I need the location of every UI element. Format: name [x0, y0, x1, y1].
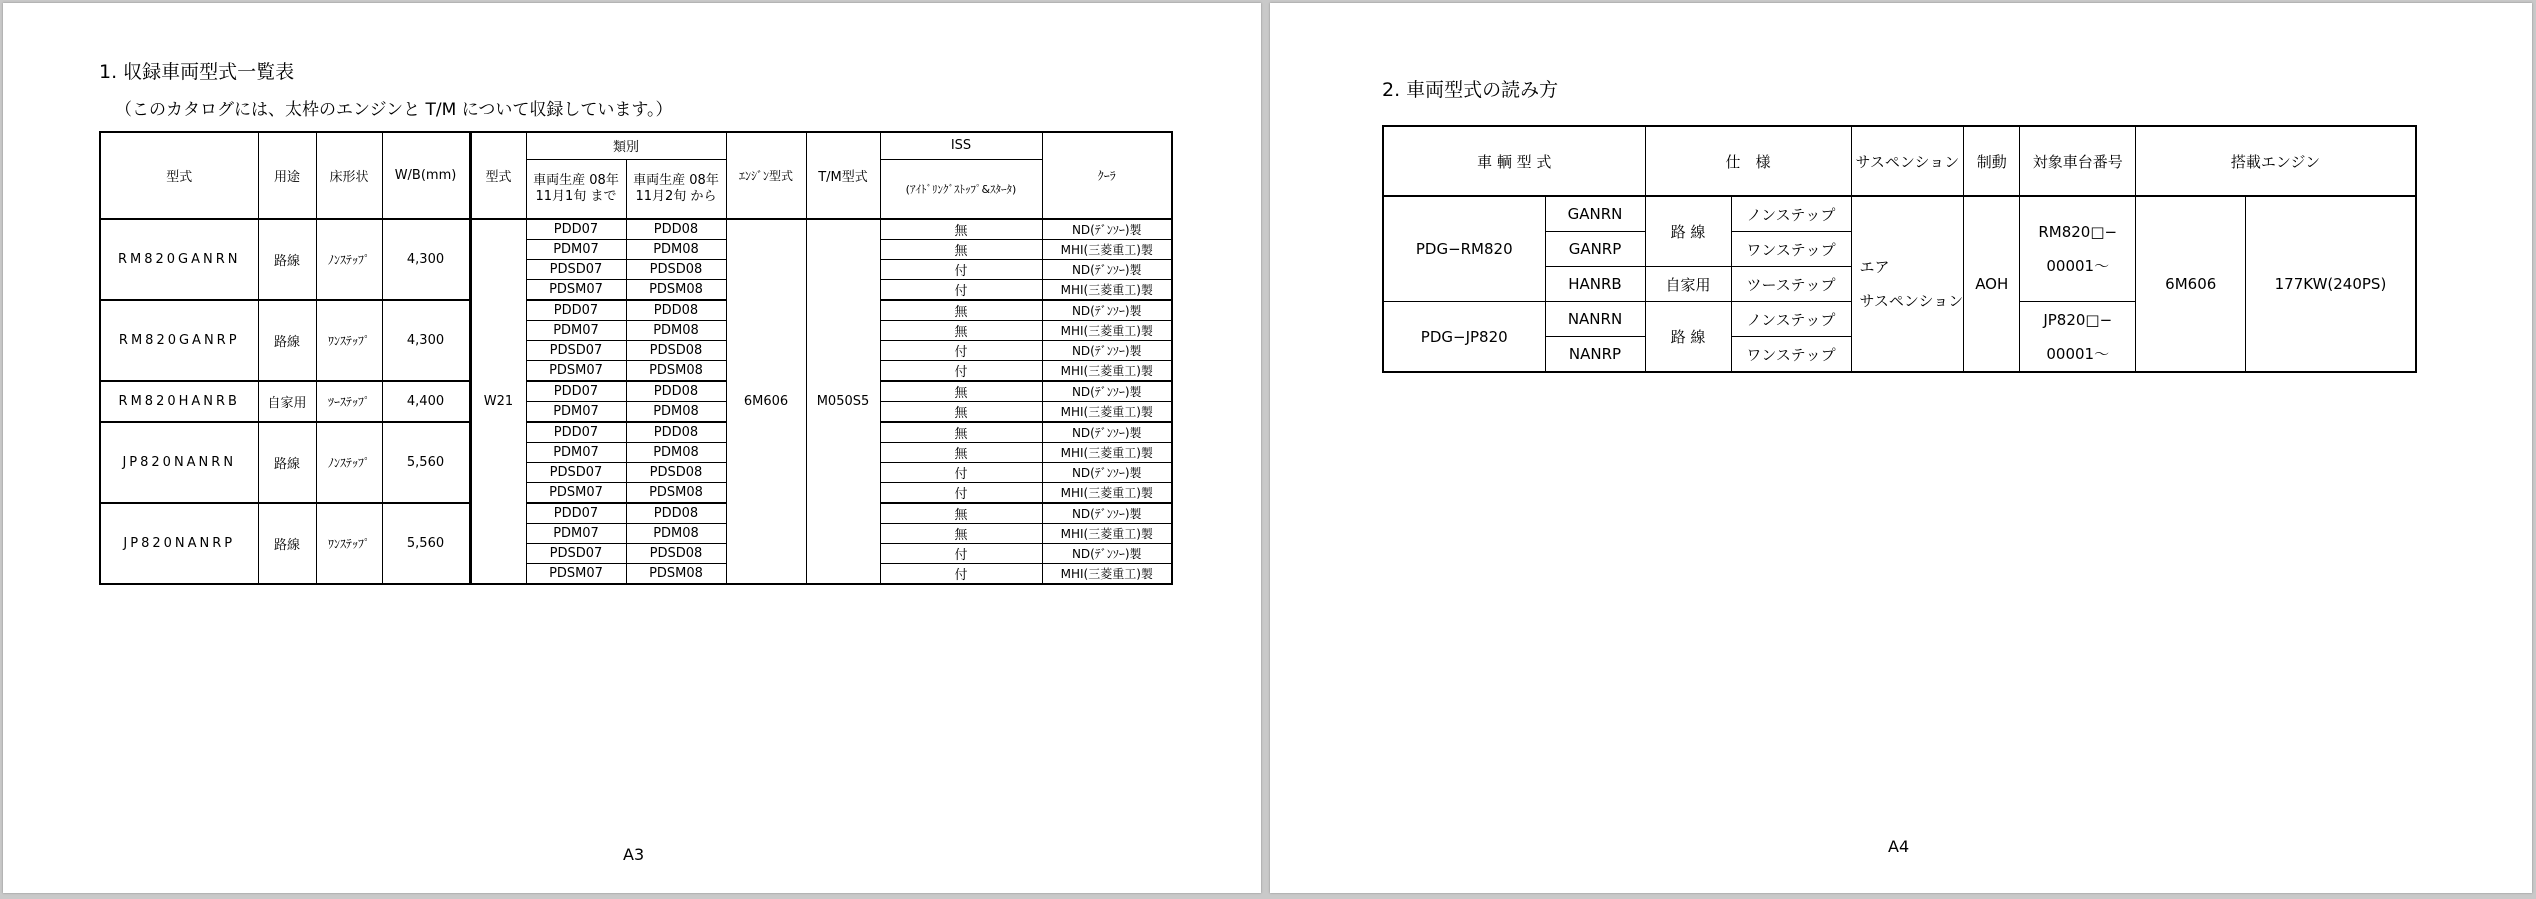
header-model2: 型式	[470, 132, 526, 219]
category-before-cell: PDD07	[526, 381, 626, 402]
brake-cell: AOH	[1964, 196, 2020, 372]
category-before-cell: PDD07	[526, 300, 626, 321]
floor-onestep: ワンステップ	[1731, 232, 1851, 267]
floor-cell: ﾜﾝｽﾃｯﾌﾟ	[316, 300, 382, 381]
use-cell: 路線	[258, 503, 316, 584]
header-spec: 仕 様	[1645, 126, 1851, 196]
header-category: 類別	[526, 132, 726, 159]
table-row	[100, 503, 1172, 524]
cooler-cell: ND(ﾃﾞﾝｿｰ)製	[1042, 260, 1172, 280]
use-cell: 路線	[258, 219, 316, 300]
tm-cell: M050S5	[806, 219, 880, 584]
floor-nonstep: ノンステップ	[1731, 302, 1851, 337]
vehicle-model-table	[99, 131, 1173, 585]
floor-nonstep: ノンステップ	[1731, 196, 1851, 232]
category-before-cell: PDSD07	[526, 341, 626, 361]
category-before-cell: PDSM07	[526, 483, 626, 504]
wb-cell: 5,560	[382, 422, 470, 503]
category-before-cell: PDD07	[526, 422, 626, 443]
engine-cell: 6M606	[726, 219, 806, 584]
table-row	[100, 381, 1172, 402]
category-after-cell: PDM08	[626, 321, 726, 341]
cooler-cell: MHI(三菱重工)製	[1042, 443, 1172, 463]
category-after-cell: PDM08	[626, 443, 726, 463]
cooler-cell: ND(ﾃﾞﾝｿｰ)製	[1042, 381, 1172, 402]
category-after-cell: PDSM08	[626, 483, 726, 504]
table-row	[100, 422, 1172, 443]
model-cell: RM820GANRP	[100, 300, 258, 381]
floor-cell: ﾉﾝｽﾃｯﾌﾟ	[316, 422, 382, 503]
header-vehicle-model: 車 輌 型 式	[1383, 126, 1645, 196]
wb-cell: 4,400	[382, 381, 470, 422]
iss-cell: 付	[880, 463, 1042, 483]
cooler-cell: ND(ﾃﾞﾝｿｰ)製	[1042, 219, 1172, 240]
category-after-cell: PDSM08	[626, 564, 726, 585]
category-after-cell: PDM08	[626, 402, 726, 423]
model-cell: JP820NANRP	[100, 503, 258, 584]
header-suspension: サスペンション	[1851, 126, 1964, 196]
page-number: A3	[623, 845, 645, 864]
header-category-after: 車両生産 08年11月2旬 から	[626, 159, 726, 219]
header-cooler: ｸｰﾗ	[1042, 132, 1172, 219]
wb-cell: 4,300	[382, 300, 470, 381]
page-subtitle: （このカタログには、太枠のエンジンと T/M について収録しています。）	[115, 100, 673, 120]
cooler-cell: ND(ﾃﾞﾝｿｰ)製	[1042, 463, 1172, 483]
header-iss-sub: (ｱｲﾄﾞﾘﾝｸﾞｽﾄｯﾌﾟ&ｽﾀｰﾀ)	[880, 159, 1042, 219]
code-ganrn: GANRN	[1545, 196, 1645, 232]
iss-cell: 無	[880, 240, 1042, 260]
code-nanrn: NANRN	[1545, 302, 1645, 337]
category-after-cell: PDSD08	[626, 544, 726, 564]
table-row	[100, 219, 1172, 240]
model-jp820: PDG−JP820	[1383, 302, 1545, 373]
code-nanrp: NANRP	[1545, 337, 1645, 373]
category-after-cell: PDD08	[626, 300, 726, 321]
category-before-cell: PDM07	[526, 524, 626, 544]
header-use: 用途	[258, 132, 316, 219]
use-route: 路 線	[1645, 196, 1731, 267]
floor-cell: ﾂｰｽﾃｯﾌﾟ	[316, 381, 382, 422]
wb-cell: 4,300	[382, 219, 470, 300]
iss-cell: 付	[880, 483, 1042, 504]
model-rm820: PDG−RM820	[1383, 196, 1545, 302]
engine-model: 6M606	[2136, 196, 2246, 372]
model-cell: JP820NANRN	[100, 422, 258, 503]
page-number: A4	[1888, 837, 1910, 856]
category-before-cell: PDD07	[526, 219, 626, 240]
table-row	[100, 300, 1172, 321]
category-before-cell: PDSD07	[526, 544, 626, 564]
header-brake: 制動	[1964, 126, 2020, 196]
cooler-cell: MHI(三菱重工)製	[1042, 402, 1172, 423]
category-after-cell: PDD08	[626, 503, 726, 524]
iss-cell: 無	[880, 300, 1042, 321]
category-after-cell: PDD08	[626, 381, 726, 402]
category-before-cell: PDM07	[526, 321, 626, 341]
model2-cell: W21	[470, 219, 526, 584]
cooler-cell: ND(ﾃﾞﾝｿｰ)製	[1042, 503, 1172, 524]
iss-cell: 付	[880, 341, 1042, 361]
category-after-cell: PDSD08	[626, 260, 726, 280]
floor-cell: ﾜﾝｽﾃｯﾌﾟ	[316, 503, 382, 584]
cooler-cell: MHI(三菱重工)製	[1042, 240, 1172, 260]
use-route: 路 線	[1645, 302, 1731, 373]
page-title: 2. 車両型式の読み方	[1382, 79, 1559, 101]
header-engine: ｴﾝｼﾞﾝ型式	[726, 132, 806, 219]
header-wb: W/B(mm)	[382, 132, 470, 219]
suspension-line1: エア	[1859, 258, 1890, 276]
header-chassis: 対象車台番号	[2020, 126, 2136, 196]
cooler-cell: ND(ﾃﾞﾝｿｰ)製	[1042, 544, 1172, 564]
chassis-rm820-line2: 00001〜	[2046, 257, 2110, 275]
iss-cell: 無	[880, 422, 1042, 443]
cooler-cell: ND(ﾃﾞﾝｿｰ)製	[1042, 300, 1172, 321]
model-cell: RM820HANRB	[100, 381, 258, 422]
chassis-rm820	[2020, 196, 2136, 302]
category-after-cell: PDM08	[626, 524, 726, 544]
category-after-cell: PDSM08	[626, 280, 726, 301]
iss-cell: 付	[880, 544, 1042, 564]
category-before-cell: PDD07	[526, 503, 626, 524]
cooler-cell: ND(ﾃﾞﾝｿｰ)製	[1042, 422, 1172, 443]
use-cell: 路線	[258, 422, 316, 503]
category-after-cell: PDSM08	[626, 361, 726, 382]
category-after-cell: PDSD08	[626, 341, 726, 361]
engine-power: 177KW(240PS)	[2246, 196, 2416, 372]
header-tm: T/M型式	[806, 132, 880, 219]
use-private: 自家用	[1645, 267, 1731, 302]
cooler-cell: MHI(三菱重工)製	[1042, 524, 1172, 544]
iss-cell: 付	[880, 280, 1042, 301]
suspension-line2: サスペンション	[1859, 292, 1964, 310]
header-iss: ISS	[880, 132, 1042, 159]
cooler-cell: MHI(三菱重工)製	[1042, 321, 1172, 341]
chassis-jp820-line2: 00001〜	[2046, 344, 2110, 363]
iss-cell: 無	[880, 524, 1042, 544]
category-before-cell: PDSM07	[526, 361, 626, 382]
category-before-cell: PDSD07	[526, 463, 626, 483]
iss-cell: 無	[880, 443, 1042, 463]
category-before-cell: PDM07	[526, 402, 626, 423]
iss-cell: 付	[880, 564, 1042, 585]
category-before-cell: PDSD07	[526, 260, 626, 280]
code-hanrb: HANRB	[1545, 267, 1645, 302]
use-cell: 自家用	[258, 381, 316, 422]
iss-cell: 無	[880, 219, 1042, 240]
iss-cell: 無	[880, 402, 1042, 423]
suspension-cell	[1851, 196, 1964, 372]
page-a3	[3, 3, 1261, 893]
cooler-cell: MHI(三菱重工)製	[1042, 564, 1172, 585]
header-model: 型式	[100, 132, 258, 219]
header-engine: 搭載エンジン	[2136, 126, 2416, 196]
use-cell: 路線	[258, 300, 316, 381]
model-reading-table	[1382, 125, 2417, 373]
iss-cell: 無	[880, 321, 1042, 341]
category-before-cell: PDM07	[526, 443, 626, 463]
cooler-cell: MHI(三菱重工)製	[1042, 361, 1172, 382]
iss-cell: 付	[880, 361, 1042, 382]
page-a4	[1270, 3, 2532, 893]
cooler-cell: ND(ﾃﾞﾝｿｰ)製	[1042, 341, 1172, 361]
category-after-cell: PDD08	[626, 422, 726, 443]
header-category-before: 車両生産 08年11月1旬 まで	[526, 159, 626, 219]
category-before-cell: PDM07	[526, 240, 626, 260]
chassis-jp820	[2020, 302, 2136, 373]
floor-onestep: ワンステップ	[1731, 337, 1851, 373]
iss-cell: 付	[880, 260, 1042, 280]
category-before-cell: PDSM07	[526, 280, 626, 301]
floor-twostep: ツーステップ	[1731, 267, 1851, 302]
iss-cell: 無	[880, 503, 1042, 524]
category-before-cell: PDSM07	[526, 564, 626, 585]
cooler-cell: MHI(三菱重工)製	[1042, 280, 1172, 301]
category-after-cell: PDM08	[626, 240, 726, 260]
page-title: 1. 収録車両型式一覧表	[99, 61, 295, 83]
chassis-rm820-line1: RM820□−	[2038, 223, 2118, 241]
model-cell: RM820GANRN	[100, 219, 258, 300]
chassis-jp820-line1: JP820□−	[2043, 310, 2113, 329]
category-after-cell: PDSD08	[626, 463, 726, 483]
wb-cell: 5,560	[382, 503, 470, 584]
cooler-cell: MHI(三菱重工)製	[1042, 483, 1172, 504]
header-floor: 床形状	[316, 132, 382, 219]
iss-cell: 無	[880, 381, 1042, 402]
floor-cell: ﾉﾝｽﾃｯﾌﾟ	[316, 219, 382, 300]
category-after-cell: PDD08	[626, 219, 726, 240]
code-ganrp: GANRP	[1545, 232, 1645, 267]
